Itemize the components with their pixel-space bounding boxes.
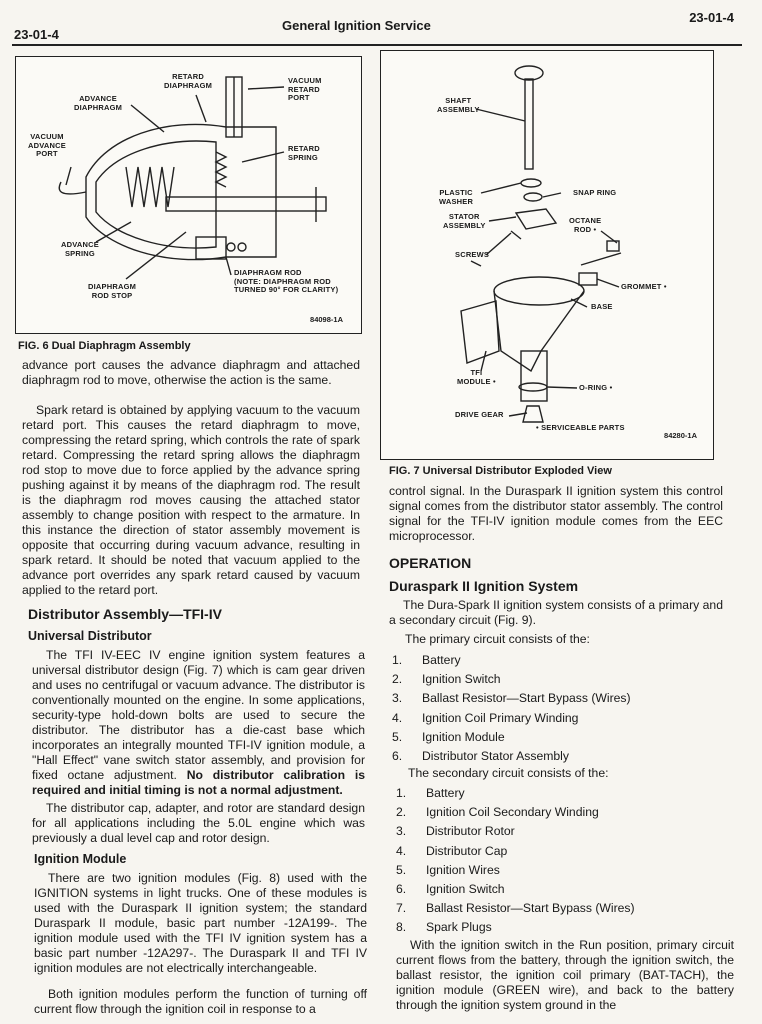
primary-circuit-list [392,653,631,768]
figure-7-caption: FIG. 7 Universal Distributor Exploded View [389,465,612,477]
label-grommet: GROMMET • [621,282,667,291]
list-item [396,882,635,901]
list-item-number: 8. [396,920,407,935]
list-item-number: 6. [392,748,403,763]
paragraph: The secondary circuit consists of the: [408,766,609,780]
secondary-intro [408,766,726,781]
list-item-number: 1. [392,653,403,667]
list-item-text: Battery [426,786,465,800]
figure-7-distributor-exploded [380,50,714,460]
left-para-1 [22,358,360,388]
list-item-text: Distributor Rotor [426,824,515,839]
primary-intro [405,632,723,647]
label-tfi-module: TFI MODULE • [457,368,496,386]
paragraph: With the ignition switch in the Run position, primary circuit current flows from the battery, through the ignition switch, the ballast resistor, the ignition coil primary (BAT-TACH), the ignition module (GREEN wire), and back to the battery through the ignition system ground in the [396,938,734,1012]
right-para-3 [396,938,734,1013]
paragraph: The Dura-Spark II ignition system consists of a primary and a secondary circuit (Fig. 9). [389,598,723,627]
left-para-5 [34,871,367,976]
list-item-text: Ignition Switch [426,881,505,896]
list-item-number: 4. [396,843,407,858]
label-serviceable-parts: • SERVICEABLE PARTS [536,423,625,432]
left-para-4 [32,801,365,846]
right-para-2 [389,598,723,628]
list-item [392,730,631,749]
left-para-2 [22,403,360,598]
list-item-text: Spark Plugs [426,920,492,935]
list-item-text: Ballast Resistor—Start Bypass (Wires) [422,691,631,706]
list-item-number: 7. [396,901,407,916]
label-base: BASE [591,302,613,311]
list-item [396,786,635,805]
paragraph-bold: No distributor calibration is required and initial timing is not a normal adjustment. [32,768,365,797]
list-item-number: 6. [396,881,407,896]
page-title: General Ignition Service [282,18,431,33]
label-o-ring: O-RING • [579,383,613,392]
figure-code: 84098-1A [310,315,343,324]
page-number-left: 23-01-4 [14,27,59,42]
list-item-number: 3. [392,691,403,706]
list-item [396,920,635,939]
list-item-number: 5. [396,862,407,877]
label-retard-spring: RETARD SPRING [288,144,320,162]
header-rule [12,44,742,46]
paragraph-text: The TFI IV-EEC IV engine ignition system features a universal distributor design (Fig. 7) which is cam gear driven and uses no centrifugal or vacuum advance. The distributor is conventionally mounted on the engine. In some applications, security-type hold-down bolts are used to secure the distributor. The distributor has a die-cast base which incorporates an integrally mounted TFI-IV ignition module, a "Hall Effect" vane switch stator assembly, and provision for fixed octane adjustment. [32,648,365,782]
list-item [396,901,635,920]
left-para-6 [34,987,367,1017]
left-para-3 [32,648,365,798]
list-item-text: Ignition Coil Primary Winding [422,710,579,725]
list-item-number: 2. [392,672,403,687]
list-item-number: 4. [392,710,403,725]
section-heading-distributor: Distributor Assembly—TFI-IV [28,606,222,622]
label-snap-ring: SNAP RING [573,188,617,197]
subheading-ignition-module: Ignition Module [34,852,127,866]
label-vacuum-retard-port: VACUUM RETARD PORT [288,76,322,102]
label-diaphragm-rod-stop: DIAPHRAGM ROD STOP [88,282,137,300]
paragraph: The distributor cap, adapter, and rotor are standard design for all applications including the 5.0L engine which was previously a dual level cap and rotor design. [32,801,365,845]
figure-6-dual-diaphragm [15,56,362,334]
list-item [396,844,635,863]
list-item-text: Ignition Switch [422,672,501,687]
label-stator-assembly: STATOR ASSEMBLY [443,212,486,230]
label-octane-rod: OCTANE ROD • [569,216,602,234]
subheading-universal-distributor: Universal Distributor [28,629,152,643]
list-item-text: Ignition Wires [426,862,500,877]
page-number-right: 23-01-4 [689,10,734,25]
section-heading-operation: OPERATION [389,555,472,571]
label-screws: SCREWS [455,250,490,259]
secondary-circuit-list [396,786,635,940]
paragraph: Both ignition modules perform the function of turning off current flow through the ignition coil in response to a [34,987,367,1016]
figure-6-caption: FIG. 6 Dual Diaphragm Assembly [18,340,191,352]
list-item [396,824,635,843]
list-item-text: Battery [422,653,461,667]
paragraph: There are two ignition modules (Fig. 8) used with the IGNITION systems in light trucks. One of these modules is used with the Duraspark II ignition system; the standard Duraspark II module, basic part number -12A199-. The ignition module used with the TFI IV ignition system has a basic part number -12A297-. The Duraspark II and TFI IV ignition modules are not electrically interchangeable. [34,871,367,975]
list-item [396,863,635,882]
label-diaphragm-rod: DIAPHRAGM ROD (NOTE: DIAPHRAGM ROD TURNED 90° FOR CLARITY) [234,268,339,294]
label-plastic-washer: PLASTIC WASHER [439,188,474,206]
list-item-text: Distributor Cap [426,843,508,858]
label-retard-diaphragm: RETARD DIAPHRAGM [164,72,213,90]
list-item-text: Ballast Resistor—Start Bypass (Wires) [426,901,635,916]
list-item [392,653,631,672]
list-item-text: Distributor Stator Assembly [422,748,569,763]
right-para-1 [389,484,723,544]
paragraph: control signal. In the Duraspark II ignition system this control signal comes from the distributor stator assembly. The control signal for the TFI-IV ignition module comes from the EEC microprocessor. [389,484,723,543]
label-shaft-assembly: SHAFT ASSEMBLY [437,96,480,114]
label-vacuum-advance-port: VACUUM ADVANCE PORT [28,132,66,158]
list-item [396,805,635,824]
label-drive-gear: DRIVE GEAR [455,410,504,419]
list-item-text: Ignition Coil Secondary Winding [426,805,599,820]
list-item [392,711,631,730]
list-item [392,672,631,691]
list-item-number: 5. [392,729,403,744]
distributor-exploded-illustration [381,51,713,459]
list-item-number: 2. [396,805,407,820]
list-item [392,691,631,710]
label-advance-spring: ADVANCE SPRING [61,240,99,258]
subheading-duraspark: Duraspark II Ignition System [389,578,579,594]
paragraph: Spark retard is obtained by applying vacuum to the vacuum retard port. This causes the retard diaphragm to move, compressing the retard spring, which controls the rate of spark retard. Compressing the retard spring allows the diaphragm rod stop to move due to force applied by the advance spring pushing against it by means of the diaphragm rod. The result is the diaphragm rod moves causing the attached stator assembly to change position with respect to the armature. In this instance the direction of stator assembly movement is opposite that occurring during vacuum advance, resulting in spark retard. It should be noted that vacuum applied to the advance port overrides any spark retard caused by vacuum applied to the retard port. [22,403,360,597]
paragraph: The primary circuit consists of the: [405,632,590,646]
paragraph: advance port causes the advance diaphragm and attached diaphragm rod to move, otherwise the action is the same. [22,358,360,387]
label-advance-diaphragm: ADVANCE DIAPHRAGM [74,94,123,112]
figure-code: 84280-1A [664,431,697,440]
list-item-text: Ignition Module [422,729,505,744]
list-item-number: 3. [396,824,407,839]
list-item-number: 1. [396,786,407,800]
